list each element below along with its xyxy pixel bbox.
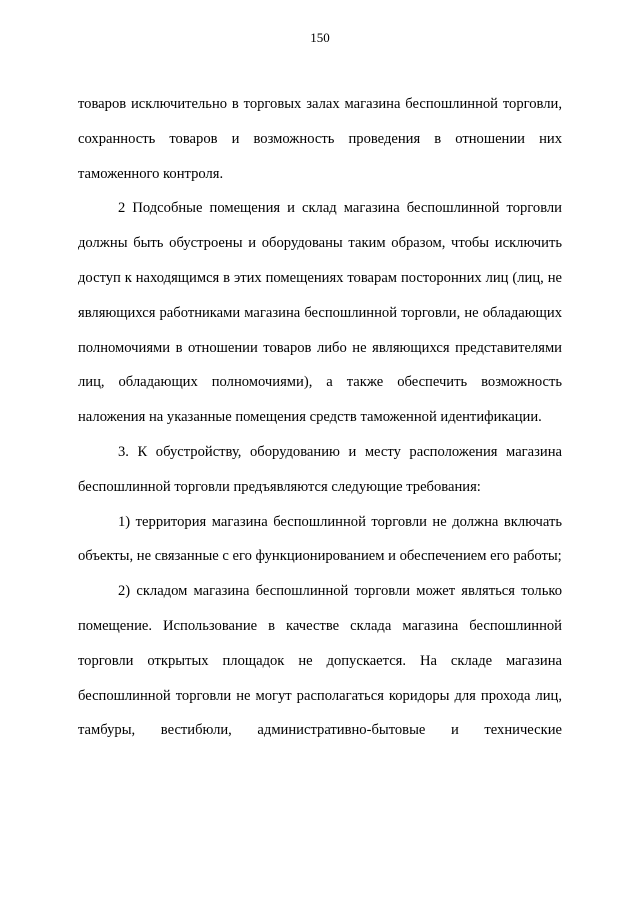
paragraph-subitem-2: 2) складом магазина беспошлинной торговли может являться только помещение. Использование в качестве склада магазина беспошлинной торговли открытых площадок не допускается. На складе магазина беспошлинной торговли не могут располагаться коридоры для прохода лиц, тамбуры, вестибюли, административно-бытовые и технические (78, 583, 562, 739)
paragraph-item-2: 2 Подсобные помещения и склад магазина беспошлинной торговли должны быть обустроены и оборудованы таким образом, чтобы исключить доступ к находящимся в этих помещениях товарам посторонних лиц (лиц, не являющихся работниками магазина беспошлинной торговли, не обладающих полномочиями в отношении товаров либо не являющихся представителями лиц, обладающих полномочиями), а также обеспечить возможность наложения на указанные помещения средств таможенной идентификации. (78, 200, 562, 426)
paragraph-continuation: товаров исключительно в торговых залах магазина беспошлинной торговли, сохранность товаров и возможность проведения в отношении них таможенного контроля. (78, 96, 562, 182)
paragraph-subitem-1: 1) территория магазина беспошлинной торговли не должна включать объекты, не связанные с его функционированием и обеспечением его работы; (78, 513, 562, 565)
document-body (78, 87, 562, 748)
paragraph-item-3: 3. К обустройству, оборудованию и месту расположения магазина беспошлинной торговли предъявляются следующие требования: (78, 443, 562, 495)
page-number: 150 (310, 30, 330, 45)
